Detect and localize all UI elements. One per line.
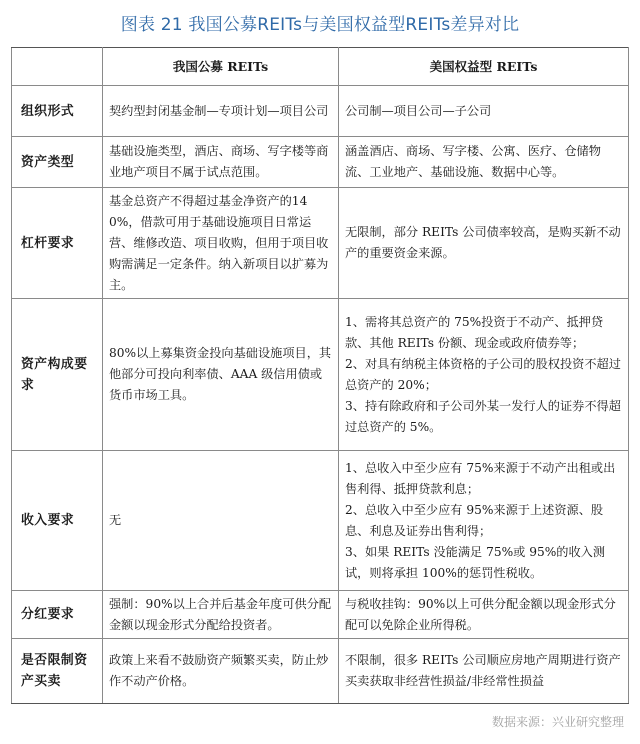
- us-cell: 公司制—项目公司—子公司: [339, 86, 629, 137]
- china-cell: 基础设施类型，酒店、商场、写字楼等商业地产项目不属于试点范围。: [103, 137, 339, 188]
- china-cell: 强制：90%以上合并后基金年度可供分配金额以现金形式分配给投资者。: [103, 591, 339, 639]
- us-cell: 1、总收入中至少应有 75%来源于不动产出租或出售利得、抵押贷款利息； 2、总收入中至少应有 95%来源于上述资源、股息、利息及证券出售利得； 3、如果 REITs 没能满足 75%或 95%的收入测试，则将承担 100%的惩罚性税收。: [339, 451, 629, 591]
- row-label: 杠杆要求: [12, 188, 103, 299]
- china-cell: 契约型封闭基金制—专项计划—项目公司: [103, 86, 339, 137]
- data-source-note: 数据来源：兴业研究整理: [491, 715, 624, 729]
- table-row: [12, 299, 629, 451]
- us-cell: 1、需将其总资产的 75%投资于不动产、抵押贷款、其他 REITs 份额、现金或政府债券等； 2、对具有纳税主体资格的子公司的股权投资不超过总资产的 20%； 3、持有除政府和子公司外某一发行人的证券不得超过总资产的 5%。: [339, 299, 629, 451]
- table-header-row: [12, 48, 629, 86]
- figure-title: 图表 21 我国公募REITs与美国权益型REITs差异对比: [120, 15, 520, 35]
- us-cell: 不限制，很多 REITs 公司顺应房地产周期进行资产买卖获取非经营性损益/非经常性损益: [339, 639, 629, 704]
- row-label: 组织形式: [12, 86, 103, 137]
- row-label: 分红要求: [12, 591, 103, 639]
- us-cell: 无限制，部分 REITs 公司债率较高，是购买新不动产的重要资金来源。: [339, 188, 629, 299]
- header-label-column: [12, 48, 103, 86]
- table-row: [12, 591, 629, 639]
- header-us-reits: 美国权益型 REITs: [339, 48, 629, 86]
- table-row: [12, 188, 629, 299]
- row-label: 资产构成要求: [12, 299, 103, 451]
- china-cell: 政策上来看不鼓励资产频繁买卖，防止炒作不动产价格。: [103, 639, 339, 704]
- table-row: [12, 451, 629, 591]
- table-row: [12, 639, 629, 704]
- row-label: 收入要求: [12, 451, 103, 591]
- china-cell: 80%以上募集资金投向基础设施项目，其他部分可投向利率债、AAA 级信用债或货币市场工具。: [103, 299, 339, 451]
- table-row: [12, 86, 629, 137]
- china-cell: 无: [103, 451, 339, 591]
- china-cell: 基金总资产不得超过基金净资产的140%，借款可用于基础设施项目日常运营、维修改造、项目收购，但用于项目收购需满足一定条件。纳入新项目以扩募为主。: [103, 188, 339, 299]
- us-cell: 涵盖酒店、商场、写字楼、公寓、医疗、仓储物流、工业地产、基础设施、数据中心等。: [339, 137, 629, 188]
- table-row: [12, 137, 629, 188]
- comparison-table: [11, 47, 629, 704]
- header-china-reits: 我国公募 REITs: [103, 48, 339, 86]
- us-cell: 与税收挂钩：90%以上可供分配金额以现金形式分配可以免除企业所得税。: [339, 591, 629, 639]
- row-label: 是否限制资产买卖: [12, 639, 103, 704]
- row-label: 资产类型: [12, 137, 103, 188]
